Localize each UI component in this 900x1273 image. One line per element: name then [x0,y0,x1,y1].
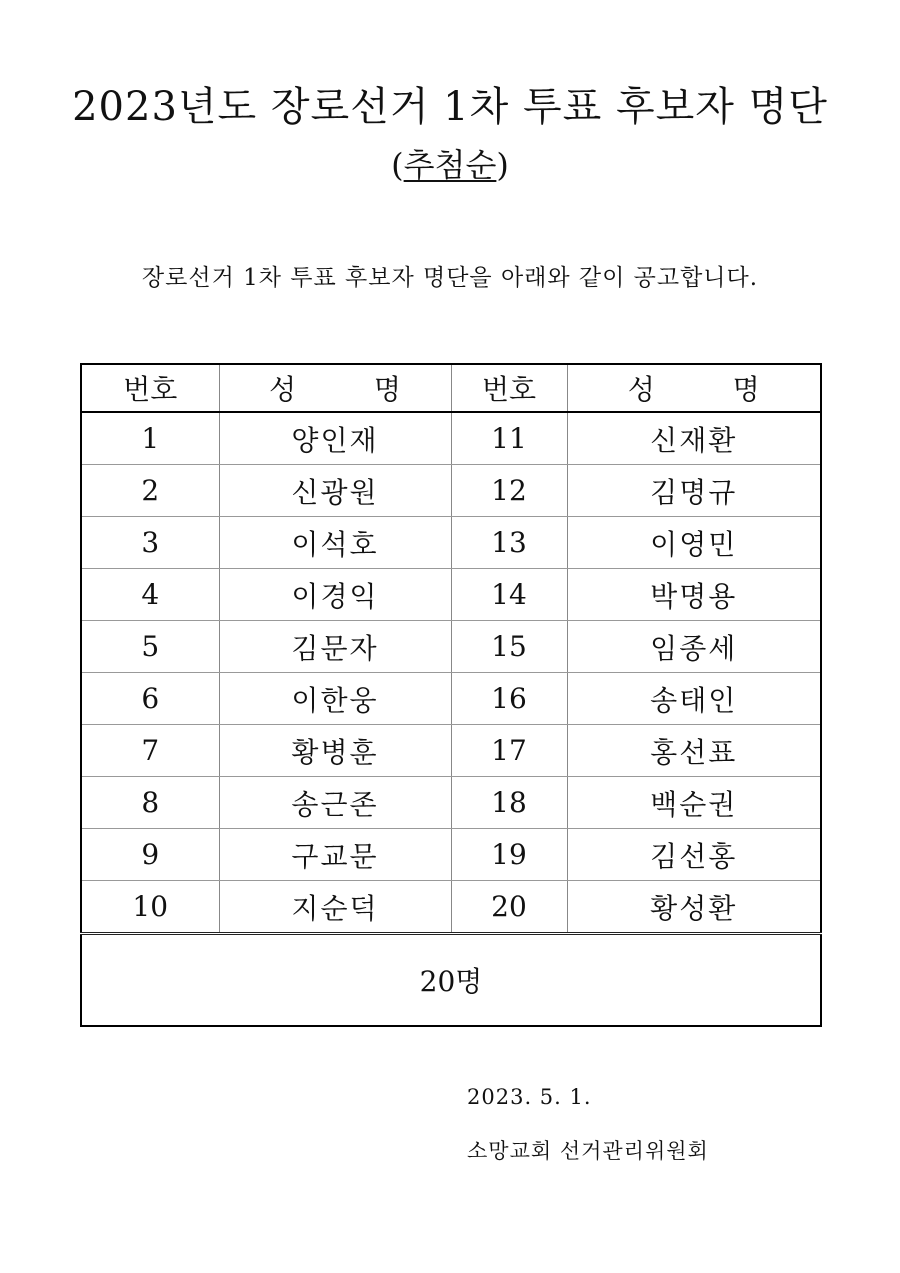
announcement-text: 장로선거 1차 투표 후보자 명단을 아래와 같이 공고합니다. [141,265,759,291]
name-cell: 홍선표 [567,725,821,777]
name-cell: 임종세 [567,621,821,673]
number-cell: 3 [81,517,219,569]
name-cell: 백순권 [567,777,821,829]
name-cell: 이석호 [219,517,451,569]
subtitle-close-paren: ) [496,146,509,184]
table-row [81,777,821,829]
name-cell: 황성환 [567,881,821,934]
header-number-left: 번호 [81,364,219,412]
announcement-date: 2023. 5. 1. [467,1085,592,1109]
number-cell: 20 [451,881,567,934]
number-cell: 18 [451,777,567,829]
subtitle-order-label: 추첨순 [403,146,497,184]
header-name-right-label: 성 명 [627,373,760,406]
number-cell: 5 [81,621,219,673]
number-cell: 13 [451,517,567,569]
table-row [81,881,821,934]
number-cell: 9 [81,829,219,881]
name-cell: 지순덕 [219,881,451,934]
table-row [81,829,821,881]
name-cell: 신광원 [219,465,451,517]
table-row [81,412,821,465]
table-row [81,725,821,777]
number-cell: 17 [451,725,567,777]
number-cell: 4 [81,569,219,621]
header-number-right: 번호 [451,364,567,412]
name-cell: 이한웅 [219,673,451,725]
name-cell: 김선홍 [567,829,821,881]
table-row [81,673,821,725]
number-cell: 6 [81,673,219,725]
number-cell: 12 [451,465,567,517]
table-row [81,621,821,673]
number-cell: 8 [81,777,219,829]
number-cell: 11 [451,412,567,465]
number-cell: 16 [451,673,567,725]
table-row [81,465,821,517]
number-cell: 10 [81,881,219,934]
name-cell: 구교문 [219,829,451,881]
name-cell: 김명규 [567,465,821,517]
name-cell: 이영민 [567,517,821,569]
name-cell: 송근존 [219,777,451,829]
number-cell: 19 [451,829,567,881]
header-name-right [567,364,821,412]
issuing-committee: 소망교회 선거관리위원회 [467,1139,709,1163]
name-cell: 송태인 [567,673,821,725]
name-cell: 이경익 [219,569,451,621]
header-name-left [219,364,451,412]
subtitle-open-paren: ( [391,146,404,184]
table-header-row [81,364,821,412]
table-row [81,517,821,569]
candidate-table [80,363,822,1027]
number-cell: 15 [451,621,567,673]
name-cell: 황병훈 [219,725,451,777]
document-subtitle [0,143,900,187]
number-cell: 7 [81,725,219,777]
total-row [81,934,821,1027]
document-title: 2023년도 장로선거 1차 투표 후보자 명단 [72,84,828,130]
name-cell: 신재환 [567,412,821,465]
header-name-left-label: 성 명 [269,373,401,406]
total-count: 20명 [81,934,821,1027]
number-cell: 1 [81,412,219,465]
name-cell: 박명용 [567,569,821,621]
name-cell: 양인재 [219,412,451,465]
number-cell: 14 [451,569,567,621]
number-cell: 2 [81,465,219,517]
name-cell: 김문자 [219,621,451,673]
table-row [81,569,821,621]
